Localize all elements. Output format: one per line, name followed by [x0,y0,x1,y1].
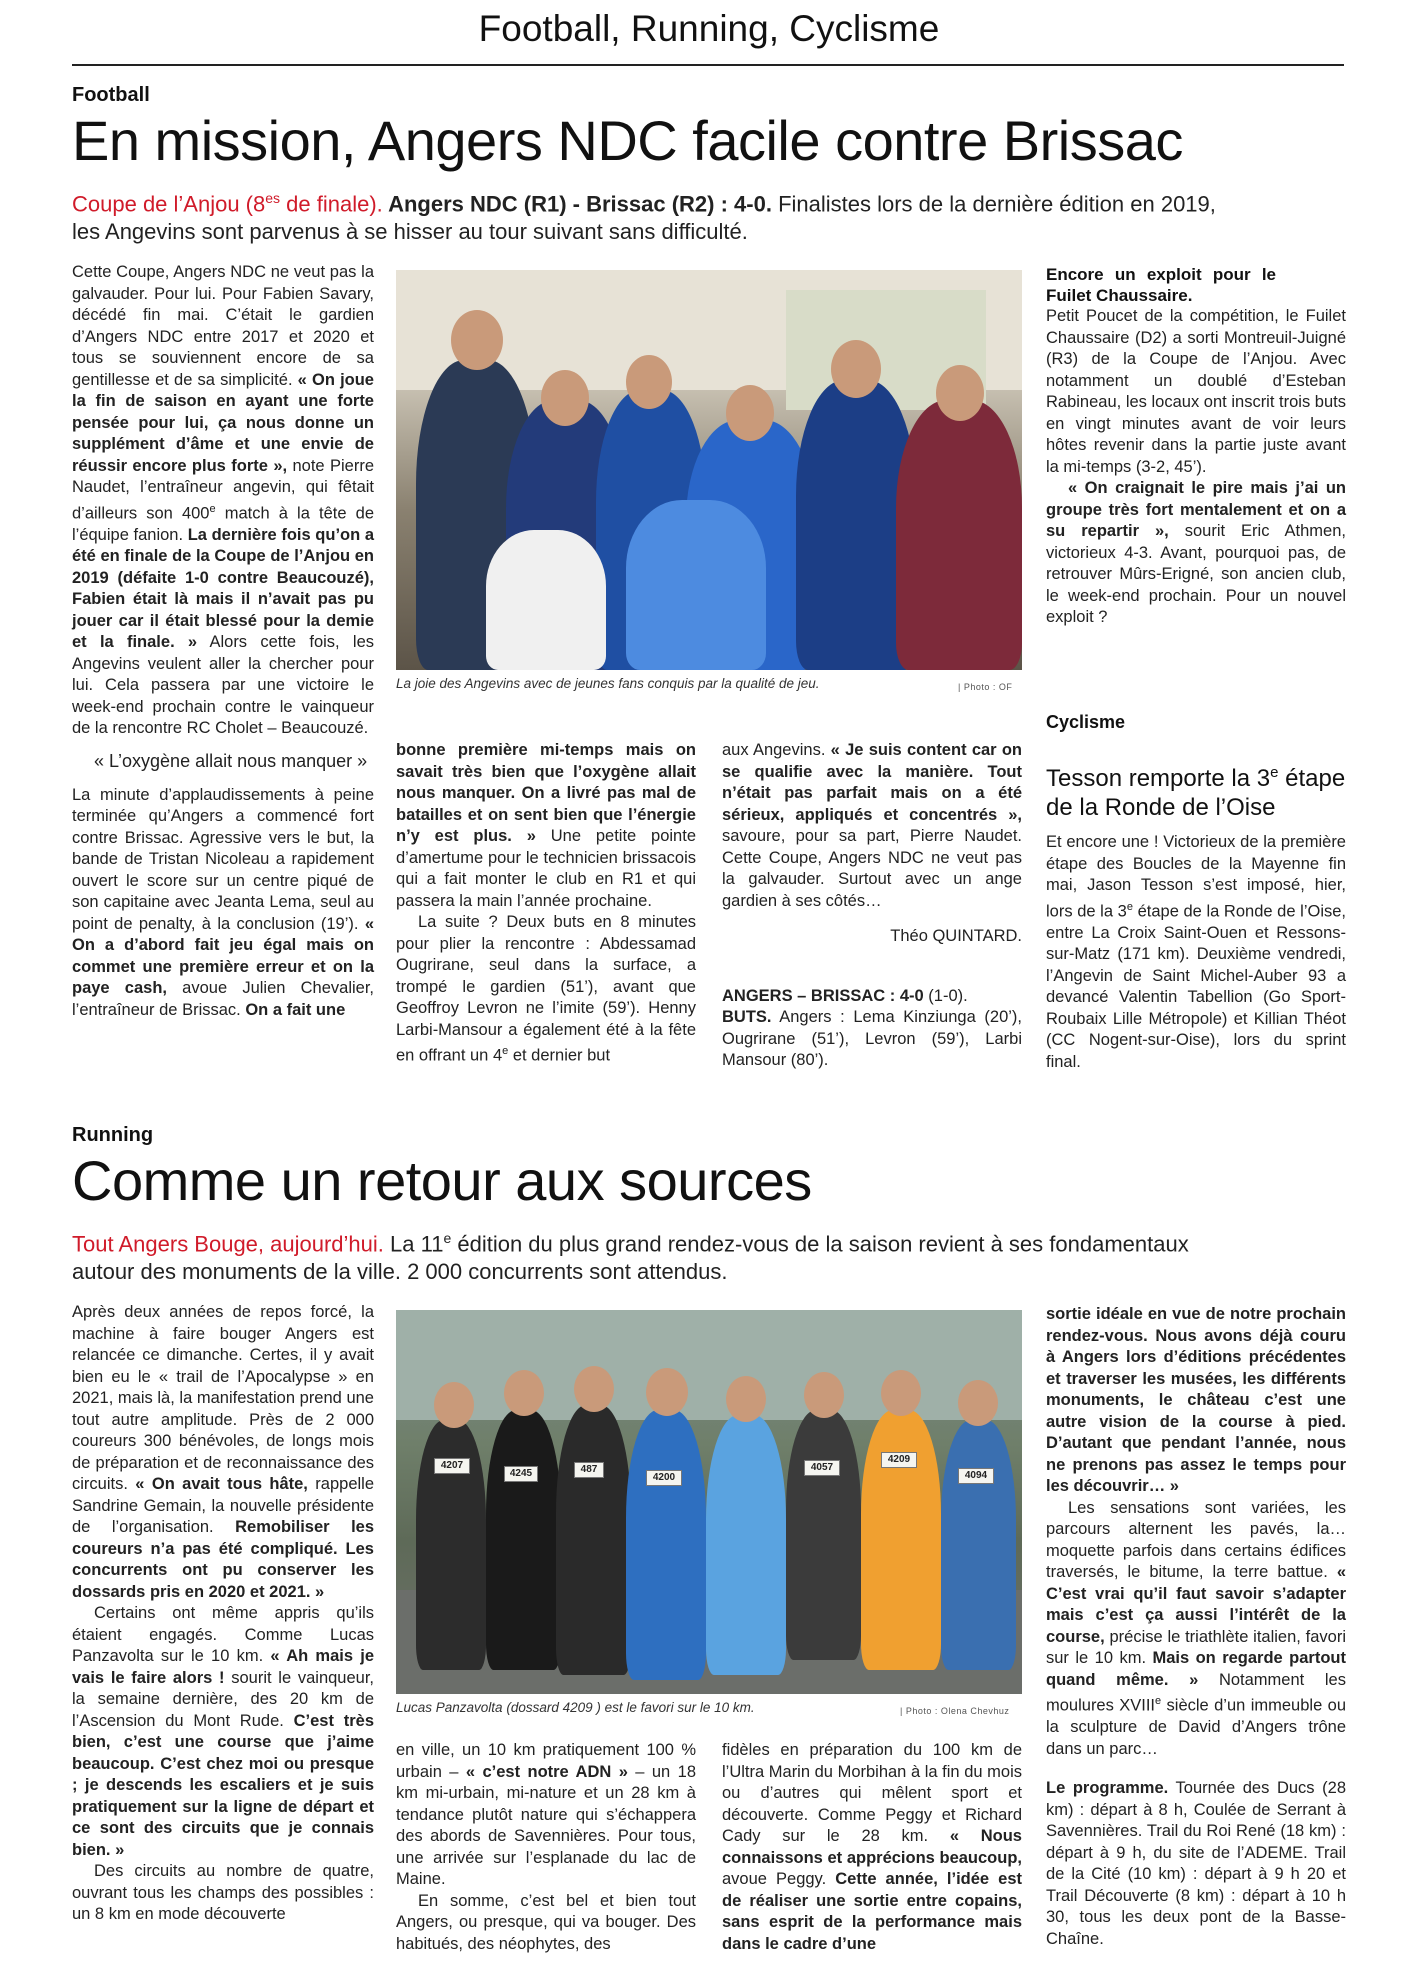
r-col2-p1a: en ville, un 10 km pratiquement 100 % urbain – [396,1741,696,1781]
cyclisme-title-a: Tesson remporte la 3 [1046,765,1271,792]
r-side-p2f: siècle d’un immeuble ou la sculpture de David d’Angers trône dans un parc… [1046,1696,1346,1758]
cyclisme-p1a: Et encore une ! Victorieux de la première étape des Boucles de la Mayenne fin mai, Jason Tesson s’est imposé, hier, lors de la 3 [1046,833,1346,920]
f-col1-p2c: avoue Julien Chevalier, l’entraîneur de Brissac. [72,979,374,1019]
r-col3-p1c: avoue Peggy. [722,1870,827,1888]
r-side-p2c: précise le triathlète italien, favori sur le 10 km. [1046,1627,1346,1667]
f-col1-p2b: « On a d’abord fait jeu égal mais on commet une première erreur et on la paye cash, [72,914,374,997]
bib: 487 [574,1462,604,1478]
f-col2-sup: e [502,1045,509,1057]
r-col1-p1a: Après deux années de repos forcé, la machine à faire bouger Angers est relancée ce dimanche. Certes, il y avait bien eu le « trail de l’Apocalypse » en 2021, mais là, la manifestation prend une tout autre amplitude. Près de 2 000 coureurs 300 bénévoles, de longs mois de préparation et de reconnaissance des circuits. [72,1303,374,1493]
football-photo [396,270,1022,670]
f-side-subhead: Encore un exploit pour le Fuilet Chaussaire. [1046,265,1276,305]
running-chapo-b: édition du plus grand rendez-vous de la saison revient à ses fondamentaux autour des monuments de la ville. 2 000 concurrents sont attendus. [72,1231,1189,1285]
running-rubric: Running [72,1124,154,1146]
bib: 4245 [504,1466,538,1482]
football-photo-caption: La joie des Angevins avec de jeunes fans conquis par la qualité de jeu. [396,676,820,691]
running-col-2 [396,1740,696,1955]
running-photo-credit: | Photo : Olena Chevhuz [900,1706,1010,1716]
r-col1-p1c: rappelle Sandrine Gemain, la nouvelle présidente de l’organisation. [72,1475,375,1536]
running-headline: Comme un retour aux sources [72,1149,812,1212]
cyclisme-rubric: Cyclisme [1046,712,1126,732]
r-side-sup: e [1155,1695,1162,1707]
header-rule [72,64,1344,66]
r-side-p2d: Mais on regarde partout quand même. » [1046,1649,1346,1689]
f-col2-p2: La suite ? Deux buts en 8 minutes pour plier la rencontre : Abdessamad Ougrirane, seul dans la surface, a trompé le gardien (51’), avant que Geoffroy Levron ne l’imite (59’). Henny Larbi-Mansour a également été à la fête en offrant un 4 [396,913,696,1065]
r-side-p2b: « C’est vrai qu’il faut savoir s’adapter mais c’est ça aussi l’intérêt de la course, [1046,1563,1346,1646]
f-col1-p1a: Cette Coupe, Angers NDC ne veut pas la galvauder. Pour lui. Pour Fabien Savary, décédé fin mai. C’était le gardien d’Angers NDC entre 2017 et 2020 et tous se souviennent encore de sa gentillesse et de sa simplicité. [72,263,374,389]
cyclisme-title-sup: e [1270,764,1279,781]
f-col1-p1f: Alors cette fois, les Angevins veulent aller la chercher pour lui. Cela passera par une victoire le week-end prochain contre le vainqueur de la rencontre RC Cholet – Beaucouzé. [72,633,374,737]
r-side-p1: sortie idéale en vue de notre prochain rendez-vous. Nous avons déjà couru à Angers lors d’éditions précédentes et traverser les musées, les différents monuments, le château c’est une autre vision de la course à pied. D’autant que pendant l’année, nous ne prenons pas assez le temps pour les découvrir… » [1046,1305,1346,1495]
r-col2-p1c: – un 18 km mi-urbain, mi-nature et un 28 km à tendance plutôt nature qui s’échappera des abords de Savennières. Pour tous, une arrivée sur l’esplanade du lac de Maine. [396,1762,696,1888]
f-col3-score-t: (1-0). [923,986,968,1005]
r-side-p2: Les sensations sont variées, les parcours alternent les pavés, la… moquette parfois dans certains édifices traversés, le bitume, la terre battue. [1046,1498,1346,1581]
r-col1-p2a: Certains ont même appris qu’ils étaient engagés. Comme Lucas Panzavolta sur le 10 km. [72,1604,374,1665]
running-photo [396,1310,1022,1694]
r-col1-p2b: « Ah mais je vais le faire alors ! [72,1647,374,1687]
running-chapo [72,1224,1202,1286]
chapo-score: Angers NDC (R1) - Brissac (R2) : 4-0. [382,191,772,217]
football-side [1046,264,1346,629]
running-col-3 [722,1740,1022,1955]
f-col1-p1c: note Pierre Naudet, l’entraîneur angevin, qui fêtait d’ailleurs son 400 [72,456,374,522]
f-side-p1: Petit Poucet de la compétition, le Fuilet Chaussaire (D2) a sorti Montreuil-Juigné (R3) de la Coupe de l’Anjou. Avec notamment un doublé d’Esteban Rabineau, les locaux ont inscrit trois buts en vingt minutes avant de voir leurs hôtes revenir dans la partie juste avant la mi-temps (3-2, 45’). [1046,307,1346,476]
f-col2-p1c: Une petite pointe d’amertume pour le technicien brissacois qui a fait monter le club en R1 et qui passera la main l’année prochaine. [396,827,696,910]
f-col1-subhead: « L’oxygène allait nous manquer » [94,750,368,771]
bib: 4200 [646,1470,682,1486]
bib: 4094 [958,1468,994,1484]
r-side-prog-b: Le programme. [1046,1779,1169,1797]
f-col3-buts-b: BUTS. [722,1008,772,1026]
r-col3-p1d: Cette année, l’idée est de réaliser une sortie entre copains, sans esprit de la performance mais dans le cadre d’une [722,1870,1022,1953]
r-col1-p2d: C’est très bien, c’est une course que j’aime beaucoup. C’est chez moi ou presque ; je descends les escaliers et je suis pratiquement sur la ligne de départ et ce sont des circuits que je connais bien. » [72,1711,374,1859]
r-side-prog-t: Tournée des Ducs (28 km) : départ à 8 h, Coulée de Serrant à Savennières. Trail du Roi René (18 km) : départ à 9 h, du site de l’ADEME. Trail de la Cité (10 km) : départ à 9 h 20 et Trail Découverte (8 km) : départ à 10 h 30, tous les deux pont de la Basse-Chaîne. [1046,1779,1346,1948]
running-chapo-a: La 11 [383,1231,444,1257]
football-headline: En mission, Angers NDC facile contre Brissac [72,109,1183,172]
f-col2-p1b: bonne première mi-temps mais on savait très bien que l’oxygène allait nous manquer. On a livré pas mal de batailles et on sent bien que l’énergie n’y est plus. » [396,741,696,845]
cyclisme-title-b: étape de la Ronde de l’Oise [1046,765,1346,821]
r-side-p2e: Notamment les moulures XVIII [1046,1670,1346,1715]
football-col-1 [72,262,374,1021]
f-col3-p1a: aux Angevins. [722,741,826,759]
f-col1-p2a: La minute d’applaudissements à peine terminée qu’Angers a commencé fort contre Brissac. Agressive vers le but, la bande de Tristan Nicoleau a rapidement ouvert le score sur un centre piqué de son capitaine avec Jeanta Lema, seul au point de penalty, à la conclusion (19’). [72,785,374,933]
f-col1-p2d: On a fait une [240,1000,346,1019]
cyclisme-p1-sup: e [1126,900,1133,913]
f-col1-p1d: match à la tête de l’équipe fanion. [72,504,375,544]
cyclisme-body [1046,832,1346,1073]
cyclisme-p1b: étape de la Ronde de l’Oise, entre La Croix Saint-Ouen et Ressons-sur-Matz (171 km). Deuxième vendredi, l’Angevin de Saint Michel-Auber 93 a devancé Valentin Tabellion (Go Sport-Roubaix Lille Métropole) et Killian Théot (CC Nogent-sur-Oise), lors du sprint final. [1046,902,1346,1071]
running-side [1046,1304,1346,1950]
r-col2-p2: En somme, c’est bel et bien tout Angers, ou presque, qui va bouger. Des habitués, des néophytes, des [396,1891,696,1953]
bib: 4209 [881,1452,917,1468]
f-col3-p1c: savoure, pour sa part, Pierre Naudet. Cette Coupe, Angers NDC ne veut pas la galvauder. Surtout avec un ange gardien à ses côtés… [722,827,1022,910]
running-photo-caption: Lucas Panzavolta (dossard 4209 ) est le favori sur le 10 km. [396,1700,755,1715]
r-col3-p1a: fidèles en préparation du 100 km de l’Ultra Marin du Morbihan à la fin du mois ou d’autres qui mêlent sport et découverte. Comme Peggy et Richard Cady sur le 28 km. [722,1741,1022,1845]
f-col3-p1b: « Je suis content car on se qualifie avec la manière. Tout n’était pas parfait mais on a été sérieux, appliqués et concentrés », [722,741,1023,824]
running-col-1 [72,1302,374,1926]
f-side-p2t: sourit Eric Athmen, victorieux 4-3. Avant, pourquoi pas, de retrouver Mûrs-Erigné, son ancien club, le week-end prochain. Pour un nouvel exploit ? [1046,522,1346,626]
f-col1-p1e: La dernière fois qu’on a été en finale de la Coupe de l’Anjou en 2019 (défaite 1-0 contre Beaucouzé), Fabien était là mais il n’avait pas pu jouer car il était blessé pour la demie et la finale. » [72,525,374,651]
chapo-text: Finalistes lors de la dernière édition en 2019, les Angevins sont parvenus à se hisser au tour suivant sans difficulté. [72,191,1216,245]
football-col-2 [396,740,696,1067]
f-col1-sup: e [209,502,216,515]
r-col1-p3: Des circuits au nombre de quatre, ouvrant tous les champs des possibles : un 8 km en mode découverte [72,1862,374,1923]
football-chapo [72,184,1222,246]
bib: 4207 [434,1458,470,1474]
running-chapo-red: Tout Angers Bouge, aujourd’hui. [72,1231,384,1257]
chapo-competition-end: de finale). [280,191,383,217]
page-header: Football, Running, Cyclisme [478,8,940,49]
chapo-competition: Coupe de l’Anjou (8 [72,191,266,217]
f-col3-buts-t: Angers : Lema Kinziunga (20’), Ougrirane (51’), Levron (59’), Larbi Mansour (80’). [722,1008,1022,1069]
bib: 4057 [804,1460,840,1476]
cyclisme-title [1046,758,1346,822]
f-col3-score-b: ANGERS – BRISSAC : 4-0 [722,986,924,1005]
football-col-3 [722,740,1022,1072]
f-side-p2b: « On craignait le pire mais j’ai un groupe très fort mentalement et on a su repartir », [1046,479,1346,540]
football-photo-credit: | Photo : OF [958,682,1013,692]
r-col2-p1b: « c’est notre ADN » [458,1762,628,1781]
f-col1-p1b: « On joue la fin de saison en ayant une forte pensée pour lui, ça nous donne un supplément d’âme et une envie de réussir encore plus forte », [72,370,374,475]
f-col2-p2-end: et dernier but [508,1046,611,1065]
r-col3-p1b: « Nous connaissons et apprécions beaucoup, [722,1827,1022,1867]
r-col1-p1b: « On avait tous hâte, [127,1475,308,1493]
f-col3-signature: Théo QUINTARD. [890,927,1022,945]
football-rubric: Football [72,84,150,106]
running-chapo-sup: e [443,1230,452,1246]
chapo-sup: es [265,190,281,206]
r-col1-p1d: Remobiliser les coureurs n’a pas été compliqué. Les concurrents ont pu conserver les dossards pris en 2020 et 2021. » [72,1518,375,1601]
r-col1-p2c: sourit le vainqueur, la semaine dernière, des 20 km de l’Ascension du Mont Rude. [72,1668,374,1730]
